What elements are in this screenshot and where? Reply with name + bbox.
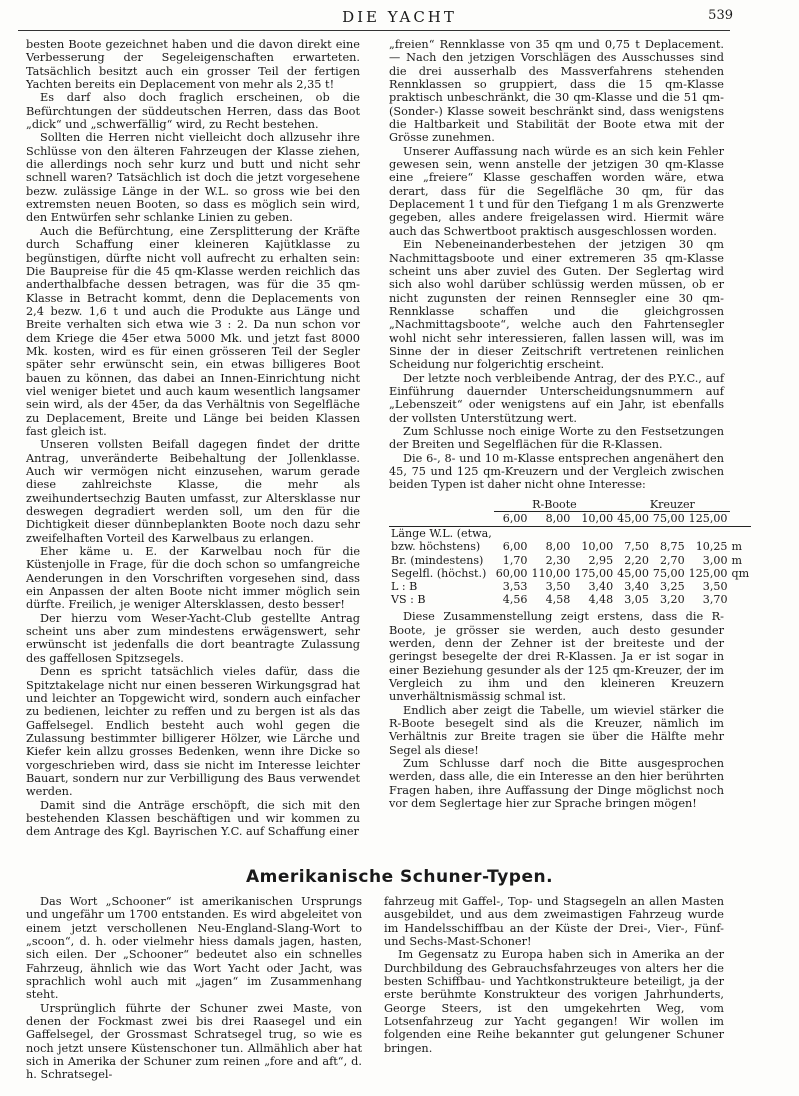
table-cell: 3,50 xyxy=(545,579,571,593)
paragraph: besten Boote gezeichnet haben und die davon direkt eine Verbesserung der Segeleigenschaften erwarteten. Tatsächlich besitzt auch ein grosser Teil der fertigen Yachten bereits ein Deplacement von mehr als 2,35 t! xyxy=(26,38,360,92)
row-label: VS : B xyxy=(391,593,426,607)
table-cell: 4,48 xyxy=(588,593,614,607)
paragraph: Der hierzu vom Weser-Yacht-Club gestellte Antrag scheint uns aber zum mindestens erwägenswert, sehr erwünscht ist jedenfalls die dort beantragte Zulassung des gaffellosen Spitzsegels. xyxy=(26,611,360,665)
table-row xyxy=(389,567,751,580)
table-cell: 175,00 xyxy=(574,566,614,580)
table-cell: 3,50 xyxy=(702,579,728,593)
paragraph: Unseren vollsten Beifall dagegen findet der dritte Antrag, unveränderte Beibehaltung der Jollenklasse. Auch wir vermögen nicht einzusehen, warum gerade diese zahlreichste Klasse, die mehr als zweihundertsechzig Bauten umfasst, zur Altersklasse nur deswegen degradiert werden soll, um den für die Dichtigkeit dieser dünnbeplankten Boote noch dazu sehr zweifelhaften Vorteil des Karwelbaus zu erlangen. xyxy=(26,438,360,545)
table-cell: 45,00 xyxy=(617,566,649,580)
text-column-2 xyxy=(389,38,750,811)
table-cell: 3,70 xyxy=(702,593,728,607)
table-cell: 2,70 xyxy=(659,553,685,567)
table-cell: 10,25 xyxy=(695,540,728,554)
table-cell: 2,30 xyxy=(545,553,571,567)
table-cell: 8,75 xyxy=(659,540,685,554)
paragraph: Denn es spricht tatsächlich vieles dafür, dass die Spitztakelage nicht nur einen besseren Wirkungsgrad hat und leichter an Topgewicht wird, sondern auch einfacher zu bedienen, leichter zu reffen und zu bergen ist als das Gaffelsegel. Endlich besteht auch wohl gegen die Zulassung bestimmter billigerer Hölzer, wie Lärche und Kiefer kein allzu grosses Bedenken, wenn ihre Dicke so vorgeschrieben wird, dass sie nicht im Interesse leichter Bauart, sondern nur zur Verbilligung des Baus verwendet werden. xyxy=(26,665,360,799)
table-row xyxy=(389,527,751,541)
unit: m xyxy=(731,540,743,554)
article-title: Amerikanische Schuner-Typen. xyxy=(245,867,554,887)
paragraph: „freien“ Rennklasse von 35 qm und 0,75 t Deplacement. — Nach den jetzigen Vorschlägen des Ausschusses sind die drei ausserhalb des Massverfahrens stehenden Rennklassen so gruppiert, dass die 15 qm-Klasse praktisch unbeschränkt, die 30 qm-Klasse und die 51 qm-(Sonder-) Klasse soweit beschränkt sind, dass wenigstens die Haltbarkeit und Stabilität der Boote etwa mit der Grösse zunehmen. xyxy=(389,38,724,145)
table-cell: 6,00 xyxy=(502,540,528,554)
paragraph: Ursprünglich führte der Schuner zwei Maste, von denen der Fockmast zwei bis drei Raasegel und ein Gaffelsegel, der Grossmast Schratsegel trug, so wie es noch jetzt unsere Küstenschoner tun. Allmählich aber hat sich in Amerika der Schuner zum reinen „fore and aft“, d. h. Schratsegel- xyxy=(26,1001,362,1082)
table-cell: 2,20 xyxy=(624,553,649,567)
table-cell: 3,53 xyxy=(502,579,528,593)
comparison-table xyxy=(389,496,751,607)
table-cell: 3,05 xyxy=(624,593,649,607)
text-column-4 xyxy=(384,895,724,1055)
column-header: 6,00 xyxy=(494,511,530,526)
row-label: Br. (mindestens) xyxy=(391,553,484,567)
paragraph: Diese Zusammenstellung zeigt erstens, dass die R-Boote, je grösser sie werden, auch desto gesunder werden, denn der Zehner ist der breiteste und der geringst besegelte der drei R-Klassen. Ja er ist sogar in einer Beziehung gesunder als der 125 qm-Kreuzer, der im Vergleich zu ihm und den kleineren Kreuzern unverhältnismässig schmal ist. xyxy=(389,610,724,704)
row-label: Segelfl. (höchst.) xyxy=(391,566,487,580)
column-header: 125,00 xyxy=(688,511,728,525)
page-number: 539 xyxy=(708,8,733,23)
row-label: L : B xyxy=(391,579,418,593)
table-cell: 60,00 xyxy=(495,566,528,580)
table-row xyxy=(389,554,751,567)
unit: qm xyxy=(731,566,750,580)
table-cell: 3,25 xyxy=(659,579,685,593)
column-header: 45,00 xyxy=(617,511,649,525)
table-row xyxy=(389,580,751,593)
paragraph: Eher käme u. E. der Karwelbau noch für die Küstenjolle in Frage, für die doch schon so umfangreiche Aenderungen in den Vorschriften vorgesehen sind, dass ein Anpassen der alten Boote nicht immer möglich sein dürfte. Freilich, je weniger Altersklassen, desto besser! xyxy=(26,545,360,612)
paragraph: Der letzte noch verbleibende Antrag, der des P.Y.C., auf Einführung dauernder Unterscheidungsnummern auf „Lebenszeit“ oder wenigstens auf ein Jahr, ist ebenfalls der vollsten Unterstützung wert. xyxy=(389,371,724,425)
paragraph: Unserer Auffassung nach würde es an sich kein Fehler gewesen sein, wenn anstelle der jetzigen 30 qm-Klasse eine „freiere“ Klasse geschaffen worden wäre, etwa derart, dass für die Segelfläche 30 qm, für das Deplacement 1 t und für den Tiefgang 1 m als Grenzwerte gegeben, alles andere freigelassen wird. Hiermit wäre auch das Schwertboot praktisch ausgeschlossen worden. xyxy=(389,144,724,238)
table-cell: 125,00 xyxy=(688,566,728,580)
table-cell: 7,50 xyxy=(624,540,649,554)
table-group-header xyxy=(389,496,751,512)
table-cell: 3,00 xyxy=(702,553,728,567)
table-cell: 75,00 xyxy=(652,566,685,580)
table-header-row xyxy=(389,511,751,526)
table-cell: 110,00 xyxy=(531,566,571,580)
text-column-1 xyxy=(26,38,360,839)
paragraph: Zum Schlusse darf noch die Bitte ausgesprochen werden, dass alle, die ein Interesse an den hier berührten Fragen haben, ihre Auffassung der Dinge möglichst noch vor dem Seglertage hier zur Sprache bringen mögen! xyxy=(389,757,724,811)
paragraph: Zum Schlusse noch einige Worte zu den Festsetzungen der Breiten und Segelflächen für die R-Klassen. xyxy=(389,424,724,452)
column-header: 10,00 xyxy=(572,511,615,526)
paragraph: Es darf also doch fraglich erscheinen, ob die Befürchtungen der süddeutschen Herren, dass das Boot „dick“ und „schwerfällig“ wird, zu Recht bestehen. xyxy=(26,91,360,132)
paragraph: fahrzeug mit Gaffel-, Top- und Stagsegeln an allen Masten ausgebildet, und aus dem zweimastigen Fahrzeug wurde im Handelsschiffbau an der Küste der Drei-, Vier-, Fünf- und Sechs-Mast-Schoner! xyxy=(384,895,724,949)
row-label: Länge W.L. (etwa, xyxy=(391,527,492,541)
paragraph: Das Wort „Schooner“ ist amerikanischen Ursprungs und ungefähr um 1700 entstanden. Es wird abgeleitet von einem jetzt verschollenen Neu-England-Slang-Wort to „scoon“, d. h. oder vielmehr hiess damals jagen, hasten, sich eilen. Der „Schooner“ bedeutet also ein schnelles Fahrzeug, ähnlich wie das Wort Yacht oder Jacht, was sprachlich wohl auch mit „jagen“ im Zusammenhang steht. xyxy=(26,895,362,1002)
row-label: bzw. höchstens) xyxy=(391,540,481,554)
group-r-boote: R-Boote xyxy=(494,496,615,512)
page-header xyxy=(0,8,799,30)
header-rule xyxy=(18,30,730,31)
unit: m xyxy=(731,553,743,567)
table-cell: 4,58 xyxy=(545,593,571,607)
table-cell: 2,95 xyxy=(588,553,614,567)
table-cell: 3,40 xyxy=(624,579,649,593)
table-cell: 8,00 xyxy=(545,540,571,554)
group-kreuzer: Kreuzer xyxy=(615,496,729,512)
table-cell: 10,00 xyxy=(581,540,614,554)
table-cell: 1,70 xyxy=(502,553,528,567)
running-title: DIE YACHT xyxy=(342,8,457,26)
paragraph: Auch die Befürchtung, eine Zersplitterung der Kräfte durch Schaffung einer kleineren Kajütklasse zu begünstigen, dürfte nicht voll aufrecht zu erhalten sein: Die Baupreise für die 45 qm-Klasse werden reichlich das anderthalbfache dessen betragen, was für die 35 qm-Klasse in Betracht kommt, denn die Deplacements von 2,4 bezw. 1,6 t und auch die Produkte aus Länge und Breite verhalten sich etwa wie 3 : 2. Da nun schon vor dem Kriege die 45er etwa 5000 Mk. und jetzt fast 8000 Mk. kosten, wird es für einen grösseren Teil der Segler später sehr erwünscht sein, ein etwas billigeres Boot bauen zu können, das dabei an Innen-Einrichtung nicht viel weniger bietet und auch kaum wesentlich langsamer sein wird, als der 45er, da das Verhältnis von Segelfläche zu Deplacement, Breite und Länge bei beiden Klassen fast gleich ist. xyxy=(26,224,360,438)
column-header: 75,00 xyxy=(652,511,685,525)
paragraph: Die 6-, 8- und 10 m-Klasse entsprechen angenähert den 45, 75 und 125 qm-Kreuzern und der Vergleich zwischen beiden Typen ist daher nicht ohne Interesse: xyxy=(389,451,724,492)
paragraph: Endlich aber zeigt die Tabelle, um wieviel stärker die R-Boote besegelt sind als die Kreuzer, nämlich im Verhältnis zur Breite tragen sie über die Hälfte mehr Segel als diese! xyxy=(389,703,724,757)
table-row xyxy=(389,593,751,606)
text-column-3 xyxy=(26,895,362,1082)
paragraph: Sollten die Herren nicht vielleicht doch allzusehr ihre Schlüsse von den älteren Fahrzeugen der Klasse ziehen, die allerdings noch sehr kurz und butt und nicht sehr schnell waren? Tatsächlich ist doch die jetzt vorgesehene bezw. zulässige Länge in der W.L. so gross wie bei den extremsten neuen Booten, so dass es möglich sein wird, den Entwürfen sehr schlanke Linien zu geben. xyxy=(26,131,360,225)
table-cell: 3,40 xyxy=(588,579,614,593)
column-header: 8,00 xyxy=(529,511,572,526)
paragraph: Damit sind die Anträge erschöpft, die sich mit den bestehenden Klassen beschäftigen und wir kommen zu dem Antrage des Kgl. Bayrischen Y.C. auf Schaffung einer xyxy=(26,798,360,839)
paragraph: Im Gegensatz zu Europa haben sich in Amerika an der Durchbildung des Gebrauchsfahrzeuges von alters her die besten Schiffbau- und Yachtkonstrukteure beteiligt, ja der erste berühmte Konstrukteur des vorigen Jahrhunderts, George Steers, ist den umgekehrten Weg, vom Lotsenfahrzeug zur Yacht gegangen! Wir wollen im folgenden eine Reihe bekannter gut gelungener Schuner bringen. xyxy=(384,948,724,1055)
table-row xyxy=(389,540,751,553)
table-cell: 3,20 xyxy=(659,593,685,607)
paragraph: Ein Nebeneinanderbestehen der jetzigen 30 qm Nachmittagsboote und einer extremeren 35 qm-Klasse scheint uns aber zuviel des Guten. Der Seglertag wird sich also wohl darüber schlüssig werden müssen, ob er nicht zugunsten der reinen Rennsegler eine 30 qm-Rennklasse schaffen und die gleichgrossen „Nachmittagsboote“, welche auch den Fahrtensegler wohl nicht sehr interessieren, fallen lassen will, was im Sinne der in dieser Zeitschrift vertretenen reinlichen Scheidung nur folgerichtig erscheint. xyxy=(389,238,724,372)
table-cell: 4,56 xyxy=(502,593,528,607)
